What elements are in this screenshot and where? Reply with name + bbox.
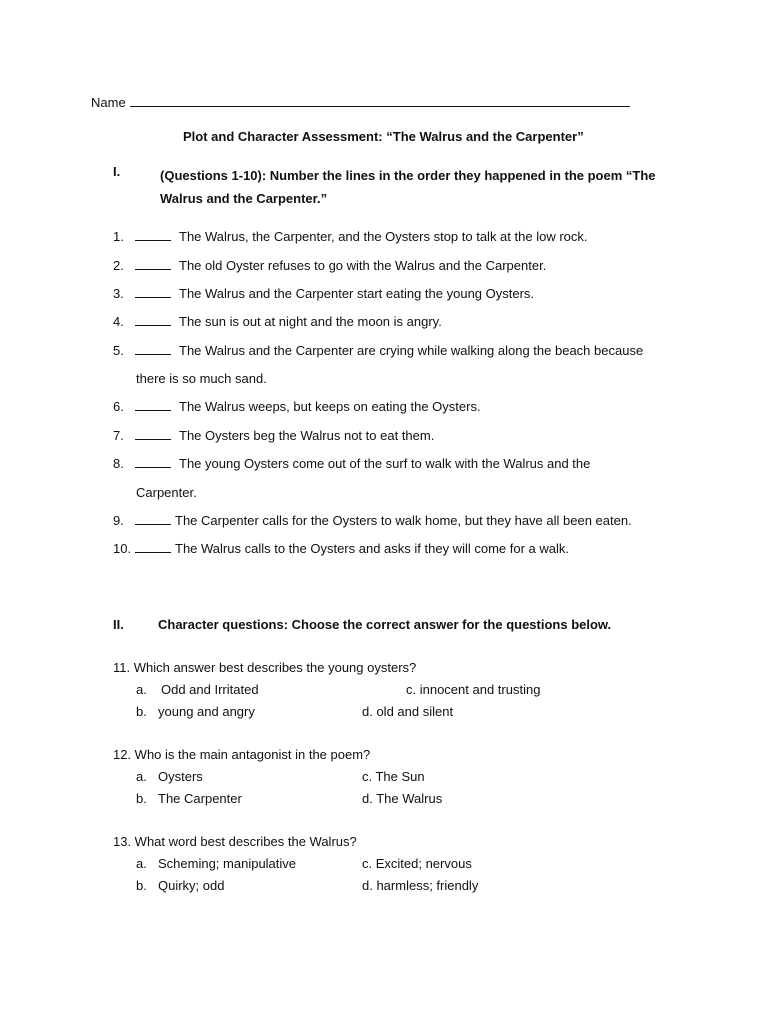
list-item: [113, 229, 587, 244]
answer-blank[interactable]: [135, 229, 171, 241]
item-text: The Walrus weeps, but keeps on eating the Oysters.: [179, 399, 481, 414]
answer-blank[interactable]: [135, 314, 171, 326]
option-text: Oysters: [158, 769, 203, 784]
item-number: 1.: [113, 229, 124, 244]
item-text-continued: there is so much sand.: [136, 371, 267, 386]
item-text: The old Oyster refuses to go with the Walrus and the Carpenter.: [179, 258, 547, 273]
answer-blank[interactable]: [135, 541, 171, 553]
page-title: Plot and Character Assessment: “The Walrus and the Carpenter”: [183, 129, 584, 144]
item-text: The Walrus and the Carpenter are crying while walking along the beach because: [179, 343, 644, 358]
list-item: [113, 343, 643, 358]
option-text: Scheming; manipulative: [158, 856, 297, 871]
item-number: 5.: [113, 343, 124, 358]
option-b[interactable]: [136, 704, 255, 719]
list-item: [113, 399, 481, 414]
section-1-numeral: I.: [113, 164, 121, 179]
answer-blank[interactable]: [135, 258, 171, 270]
option-label: b.: [136, 878, 147, 893]
answer-blank[interactable]: [135, 513, 171, 525]
item-number: 6.: [113, 399, 124, 414]
item-number: 3.: [113, 286, 124, 301]
item-number: 2.: [113, 258, 124, 273]
option-b[interactable]: [136, 791, 242, 806]
question-prompt: 13. What word best describes the Walrus?: [113, 834, 357, 849]
option-a[interactable]: [136, 769, 203, 784]
answer-blank[interactable]: [135, 456, 171, 468]
item-number: 4.: [113, 314, 124, 329]
name-blank[interactable]: [130, 94, 630, 107]
option-b[interactable]: [136, 878, 224, 893]
option-label: b.: [136, 791, 147, 806]
list-item: [113, 456, 590, 471]
option-c[interactable]: c. innocent and trusting: [406, 682, 541, 697]
item-number: 7.: [113, 428, 124, 443]
name-field[interactable]: [91, 94, 630, 110]
item-text: The Walrus and the Carpenter start eating the young Oysters.: [179, 286, 535, 301]
option-text: young and angry: [158, 704, 255, 719]
list-item: [113, 513, 632, 528]
item-text: The young Oysters come out of the surf to walk with the Walrus and the: [179, 456, 591, 471]
option-label: a.: [136, 682, 147, 697]
section-1-instructions: (Questions 1-10): Number the lines in the order they happened in the poem “The Walrus and the Carpenter.”: [160, 168, 656, 206]
item-text: The Walrus, the Carpenter, and the Oysters stop to talk at the low rock.: [179, 229, 588, 244]
option-c[interactable]: c. The Sun: [362, 769, 425, 784]
option-d[interactable]: d. The Walrus: [362, 791, 443, 806]
option-label: a.: [136, 856, 147, 871]
section-2-instructions: Character questions: Choose the correct answer for the questions below.: [158, 617, 612, 632]
item-text: The Walrus calls to the Oysters and asks if they will come for a walk.: [175, 541, 569, 556]
list-item: [113, 286, 534, 301]
question-prompt: 12. Who is the main antagonist in the poem?: [113, 747, 371, 762]
list-item: [113, 541, 569, 556]
option-a[interactable]: [136, 856, 296, 871]
option-text: The Carpenter: [158, 791, 242, 806]
list-item: [113, 428, 434, 443]
question-prompt: 11. Which answer best describes the young oysters?: [113, 660, 417, 675]
answer-blank[interactable]: [135, 399, 171, 411]
option-text: Quirky; odd: [158, 878, 225, 893]
item-number: 9.: [113, 513, 124, 528]
item-text: The sun is out at night and the moon is angry.: [179, 314, 442, 329]
item-text-continued: Carpenter.: [136, 485, 197, 500]
option-label: b.: [136, 704, 147, 719]
item-text: The Oysters beg the Walrus not to eat them.: [179, 428, 435, 443]
section-2-numeral: II.: [113, 617, 124, 632]
name-label: Name: [91, 95, 126, 110]
answer-blank[interactable]: [135, 286, 171, 298]
option-c[interactable]: c. Excited; nervous: [362, 856, 472, 871]
item-number: 8.: [113, 456, 124, 471]
option-text: Odd and Irritated: [161, 682, 259, 697]
answer-blank[interactable]: [135, 428, 171, 440]
list-item: [113, 258, 546, 273]
answer-blank[interactable]: [135, 343, 171, 355]
option-d[interactable]: d. old and silent: [362, 704, 454, 719]
item-text: The Carpenter calls for the Oysters to walk home, but they have all been eaten.: [175, 513, 632, 528]
option-a[interactable]: [136, 682, 259, 697]
list-item: [113, 314, 442, 329]
option-d[interactable]: d. harmless; friendly: [362, 878, 479, 893]
option-label: a.: [136, 769, 147, 784]
item-number: 10.: [113, 541, 132, 556]
